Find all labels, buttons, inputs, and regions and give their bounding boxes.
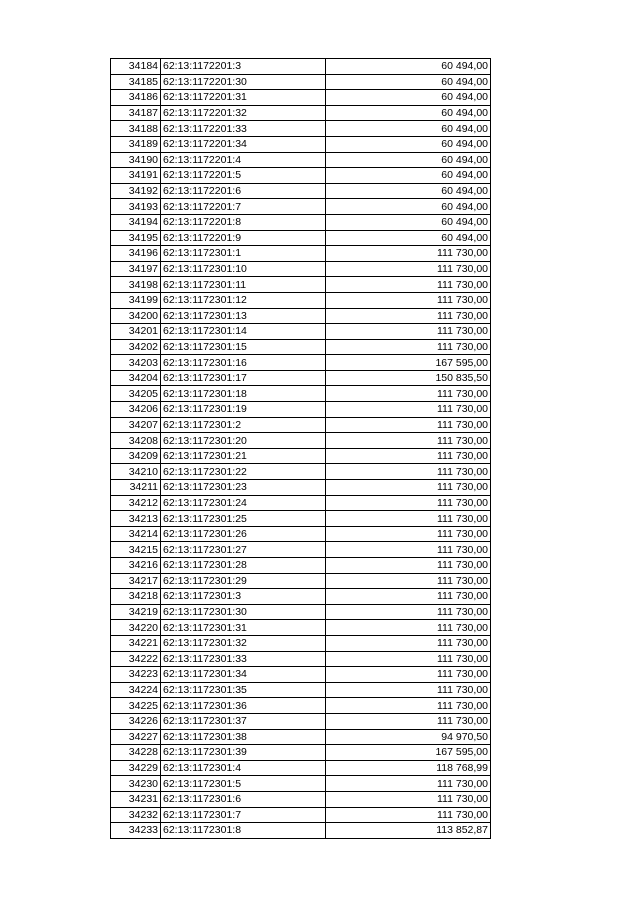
- table-row: [111, 526, 491, 542]
- value-cell: 60 494,00: [326, 168, 491, 184]
- cadastral-number-cell: 62:13:1172301:8: [161, 823, 326, 839]
- table-row: [111, 573, 491, 589]
- cadastral-number-cell: 62:13:1172301:23: [161, 480, 326, 496]
- cadastral-number-cell: 62:13:1172301:33: [161, 651, 326, 667]
- cadastral-number-cell: 62:13:1172201:34: [161, 136, 326, 152]
- table-row: [111, 402, 491, 418]
- row-number-cell: 34191: [111, 168, 161, 184]
- value-cell: 111 730,00: [326, 526, 491, 542]
- value-cell: 111 730,00: [326, 495, 491, 511]
- cadastral-number-cell: 62:13:1172301:30: [161, 604, 326, 620]
- value-cell: 60 494,00: [326, 121, 491, 137]
- table-row: [111, 542, 491, 558]
- value-cell: 118 768,99: [326, 760, 491, 776]
- cadastral-number-cell: 62:13:1172201:9: [161, 230, 326, 246]
- value-cell: 60 494,00: [326, 74, 491, 90]
- table-row: [111, 464, 491, 480]
- row-number-cell: 34227: [111, 729, 161, 745]
- table-row: [111, 105, 491, 121]
- row-number-cell: 34230: [111, 776, 161, 792]
- value-cell: 111 730,00: [326, 698, 491, 714]
- cadastral-number-cell: 62:13:1172201:31: [161, 90, 326, 106]
- cadastral-number-cell: 62:13:1172301:12: [161, 292, 326, 308]
- value-cell: 111 730,00: [326, 292, 491, 308]
- row-number-cell: 34222: [111, 651, 161, 667]
- row-number-cell: 34205: [111, 386, 161, 402]
- table-row: [111, 776, 491, 792]
- cadastral-number-cell: 62:13:1172301:38: [161, 729, 326, 745]
- table-row: [111, 760, 491, 776]
- row-number-cell: 34207: [111, 417, 161, 433]
- value-cell: 111 730,00: [326, 433, 491, 449]
- row-number-cell: 34221: [111, 635, 161, 651]
- row-number-cell: 34196: [111, 246, 161, 262]
- cadastral-number-cell: 62:13:1172201:5: [161, 168, 326, 184]
- table-row: [111, 682, 491, 698]
- value-cell: 111 730,00: [326, 635, 491, 651]
- cadastral-number-cell: 62:13:1172301:15: [161, 339, 326, 355]
- value-cell: 167 595,00: [326, 745, 491, 761]
- row-number-cell: 34193: [111, 199, 161, 215]
- value-cell: 60 494,00: [326, 105, 491, 121]
- cadastral-number-cell: 62:13:1172201:8: [161, 214, 326, 230]
- table-row: [111, 246, 491, 262]
- cadastral-number-cell: 62:13:1172201:33: [161, 121, 326, 137]
- table-row: [111, 90, 491, 106]
- row-number-cell: 34211: [111, 480, 161, 496]
- cadastral-number-cell: 62:13:1172301:27: [161, 542, 326, 558]
- row-number-cell: 34231: [111, 791, 161, 807]
- cadastral-value-table: [110, 58, 491, 839]
- value-cell: 150 835,50: [326, 370, 491, 386]
- row-number-cell: 34228: [111, 745, 161, 761]
- cadastral-number-cell: 62:13:1172201:30: [161, 74, 326, 90]
- row-number-cell: 34229: [111, 760, 161, 776]
- cadastral-number-cell: 62:13:1172301:34: [161, 667, 326, 683]
- value-cell: 111 730,00: [326, 713, 491, 729]
- row-number-cell: 34233: [111, 823, 161, 839]
- cadastral-number-cell: 62:13:1172301:7: [161, 807, 326, 823]
- value-cell: 111 730,00: [326, 448, 491, 464]
- row-number-cell: 34199: [111, 292, 161, 308]
- value-cell: 111 730,00: [326, 324, 491, 340]
- value-cell: 60 494,00: [326, 214, 491, 230]
- table-row: [111, 558, 491, 574]
- row-number-cell: 34209: [111, 448, 161, 464]
- value-cell: 111 730,00: [326, 464, 491, 480]
- table-row: [111, 417, 491, 433]
- row-number-cell: 34194: [111, 214, 161, 230]
- table-row: [111, 370, 491, 386]
- table-row: [111, 823, 491, 839]
- cadastral-number-cell: 62:13:1172301:25: [161, 511, 326, 527]
- row-number-cell: 34216: [111, 558, 161, 574]
- row-number-cell: 34200: [111, 308, 161, 324]
- table-row: [111, 292, 491, 308]
- cadastral-number-cell: 62:13:1172301:11: [161, 277, 326, 293]
- row-number-cell: 34198: [111, 277, 161, 293]
- value-cell: 111 730,00: [326, 277, 491, 293]
- value-cell: 111 730,00: [326, 402, 491, 418]
- value-cell: 167 595,00: [326, 355, 491, 371]
- row-number-cell: 34187: [111, 105, 161, 121]
- cadastral-number-cell: 62:13:1172301:36: [161, 698, 326, 714]
- table-row: [111, 74, 491, 90]
- row-number-cell: 34212: [111, 495, 161, 511]
- value-cell: 111 730,00: [326, 791, 491, 807]
- value-cell: 111 730,00: [326, 339, 491, 355]
- row-number-cell: 34214: [111, 526, 161, 542]
- row-number-cell: 34215: [111, 542, 161, 558]
- cadastral-number-cell: 62:13:1172301:13: [161, 308, 326, 324]
- table-row: [111, 698, 491, 714]
- value-cell: 94 970,50: [326, 729, 491, 745]
- cadastral-number-cell: 62:13:1172301:21: [161, 448, 326, 464]
- value-cell: 111 730,00: [326, 604, 491, 620]
- value-cell: 60 494,00: [326, 136, 491, 152]
- value-cell: 111 730,00: [326, 807, 491, 823]
- value-cell: 111 730,00: [326, 480, 491, 496]
- row-number-cell: 34226: [111, 713, 161, 729]
- value-cell: 60 494,00: [326, 183, 491, 199]
- table-row: [111, 791, 491, 807]
- table-row: [111, 59, 491, 75]
- cadastral-number-cell: 62:13:1172301:22: [161, 464, 326, 480]
- value-cell: 111 730,00: [326, 558, 491, 574]
- value-cell: 60 494,00: [326, 230, 491, 246]
- cadastral-number-cell: 62:13:1172301:24: [161, 495, 326, 511]
- table-row: [111, 386, 491, 402]
- value-cell: 111 730,00: [326, 246, 491, 262]
- row-number-cell: 34195: [111, 230, 161, 246]
- row-number-cell: 34208: [111, 433, 161, 449]
- value-cell: 111 730,00: [326, 542, 491, 558]
- row-number-cell: 34220: [111, 620, 161, 636]
- cadastral-number-cell: 62:13:1172301:18: [161, 386, 326, 402]
- cadastral-number-cell: 62:13:1172201:32: [161, 105, 326, 121]
- row-number-cell: 34185: [111, 74, 161, 90]
- table-row: [111, 604, 491, 620]
- row-number-cell: 34186: [111, 90, 161, 106]
- row-number-cell: 34202: [111, 339, 161, 355]
- value-cell: 111 730,00: [326, 589, 491, 605]
- cadastral-number-cell: 62:13:1172301:35: [161, 682, 326, 698]
- value-cell: 111 730,00: [326, 776, 491, 792]
- value-cell: 111 730,00: [326, 573, 491, 589]
- row-number-cell: 34206: [111, 402, 161, 418]
- value-cell: 113 852,87: [326, 823, 491, 839]
- table-row: [111, 729, 491, 745]
- cadastral-number-cell: 62:13:1172301:2: [161, 417, 326, 433]
- cadastral-number-cell: 62:13:1172201:3: [161, 59, 326, 75]
- table-row: [111, 199, 491, 215]
- row-number-cell: 34203: [111, 355, 161, 371]
- row-number-cell: 34218: [111, 589, 161, 605]
- cadastral-number-cell: 62:13:1172301:20: [161, 433, 326, 449]
- row-number-cell: 34189: [111, 136, 161, 152]
- table-row: [111, 339, 491, 355]
- value-cell: 111 730,00: [326, 667, 491, 683]
- row-number-cell: 34219: [111, 604, 161, 620]
- row-number-cell: 34201: [111, 324, 161, 340]
- table-row: [111, 620, 491, 636]
- table-row: [111, 214, 491, 230]
- cadastral-number-cell: 62:13:1172301:3: [161, 589, 326, 605]
- cadastral-number-cell: 62:13:1172301:10: [161, 261, 326, 277]
- table-row: [111, 635, 491, 651]
- row-number-cell: 34225: [111, 698, 161, 714]
- row-number-cell: 34192: [111, 183, 161, 199]
- table-row: [111, 480, 491, 496]
- table-row: [111, 230, 491, 246]
- cadastral-number-cell: 62:13:1172301:4: [161, 760, 326, 776]
- row-number-cell: 34204: [111, 370, 161, 386]
- cadastral-number-cell: 62:13:1172301:16: [161, 355, 326, 371]
- value-cell: 60 494,00: [326, 199, 491, 215]
- row-number-cell: 34184: [111, 59, 161, 75]
- row-number-cell: 34188: [111, 121, 161, 137]
- value-cell: 111 730,00: [326, 511, 491, 527]
- cadastral-number-cell: 62:13:1172301:31: [161, 620, 326, 636]
- cadastral-number-cell: 62:13:1172301:28: [161, 558, 326, 574]
- table-row: [111, 667, 491, 683]
- row-number-cell: 34190: [111, 152, 161, 168]
- value-cell: 111 730,00: [326, 417, 491, 433]
- row-number-cell: 34197: [111, 261, 161, 277]
- value-cell: 111 730,00: [326, 308, 491, 324]
- row-number-cell: 34223: [111, 667, 161, 683]
- table-row: [111, 745, 491, 761]
- cadastral-number-cell: 62:13:1172301:1: [161, 246, 326, 262]
- table-row: [111, 308, 491, 324]
- table-body: [111, 59, 491, 839]
- value-cell: 60 494,00: [326, 152, 491, 168]
- table-row: [111, 433, 491, 449]
- cadastral-number-cell: 62:13:1172201:4: [161, 152, 326, 168]
- table-row: [111, 168, 491, 184]
- value-cell: 111 730,00: [326, 261, 491, 277]
- table-row: [111, 713, 491, 729]
- value-cell: 111 730,00: [326, 651, 491, 667]
- table-row: [111, 277, 491, 293]
- value-cell: 111 730,00: [326, 682, 491, 698]
- cadastral-number-cell: 62:13:1172301:6: [161, 791, 326, 807]
- cadastral-number-cell: 62:13:1172301:5: [161, 776, 326, 792]
- row-number-cell: 34217: [111, 573, 161, 589]
- row-number-cell: 34213: [111, 511, 161, 527]
- value-cell: 60 494,00: [326, 90, 491, 106]
- table-row: [111, 495, 491, 511]
- table-row: [111, 448, 491, 464]
- table-row: [111, 511, 491, 527]
- value-cell: 111 730,00: [326, 386, 491, 402]
- table-row: [111, 324, 491, 340]
- cadastral-number-cell: 62:13:1172301:17: [161, 370, 326, 386]
- row-number-cell: 34224: [111, 682, 161, 698]
- table-row: [111, 121, 491, 137]
- cadastral-number-cell: 62:13:1172301:37: [161, 713, 326, 729]
- value-cell: 60 494,00: [326, 59, 491, 75]
- cadastral-number-cell: 62:13:1172301:32: [161, 635, 326, 651]
- table-row: [111, 589, 491, 605]
- table-row: [111, 136, 491, 152]
- row-number-cell: 34210: [111, 464, 161, 480]
- table-row: [111, 152, 491, 168]
- row-number-cell: 34232: [111, 807, 161, 823]
- table-row: [111, 355, 491, 371]
- table-row: [111, 807, 491, 823]
- cadastral-number-cell: 62:13:1172301:29: [161, 573, 326, 589]
- table-row: [111, 651, 491, 667]
- value-cell: 111 730,00: [326, 620, 491, 636]
- table-row: [111, 261, 491, 277]
- table-row: [111, 183, 491, 199]
- cadastral-number-cell: 62:13:1172201:6: [161, 183, 326, 199]
- cadastral-number-cell: 62:13:1172201:7: [161, 199, 326, 215]
- cadastral-number-cell: 62:13:1172301:39: [161, 745, 326, 761]
- cadastral-number-cell: 62:13:1172301:19: [161, 402, 326, 418]
- cadastral-number-cell: 62:13:1172301:26: [161, 526, 326, 542]
- cadastral-number-cell: 62:13:1172301:14: [161, 324, 326, 340]
